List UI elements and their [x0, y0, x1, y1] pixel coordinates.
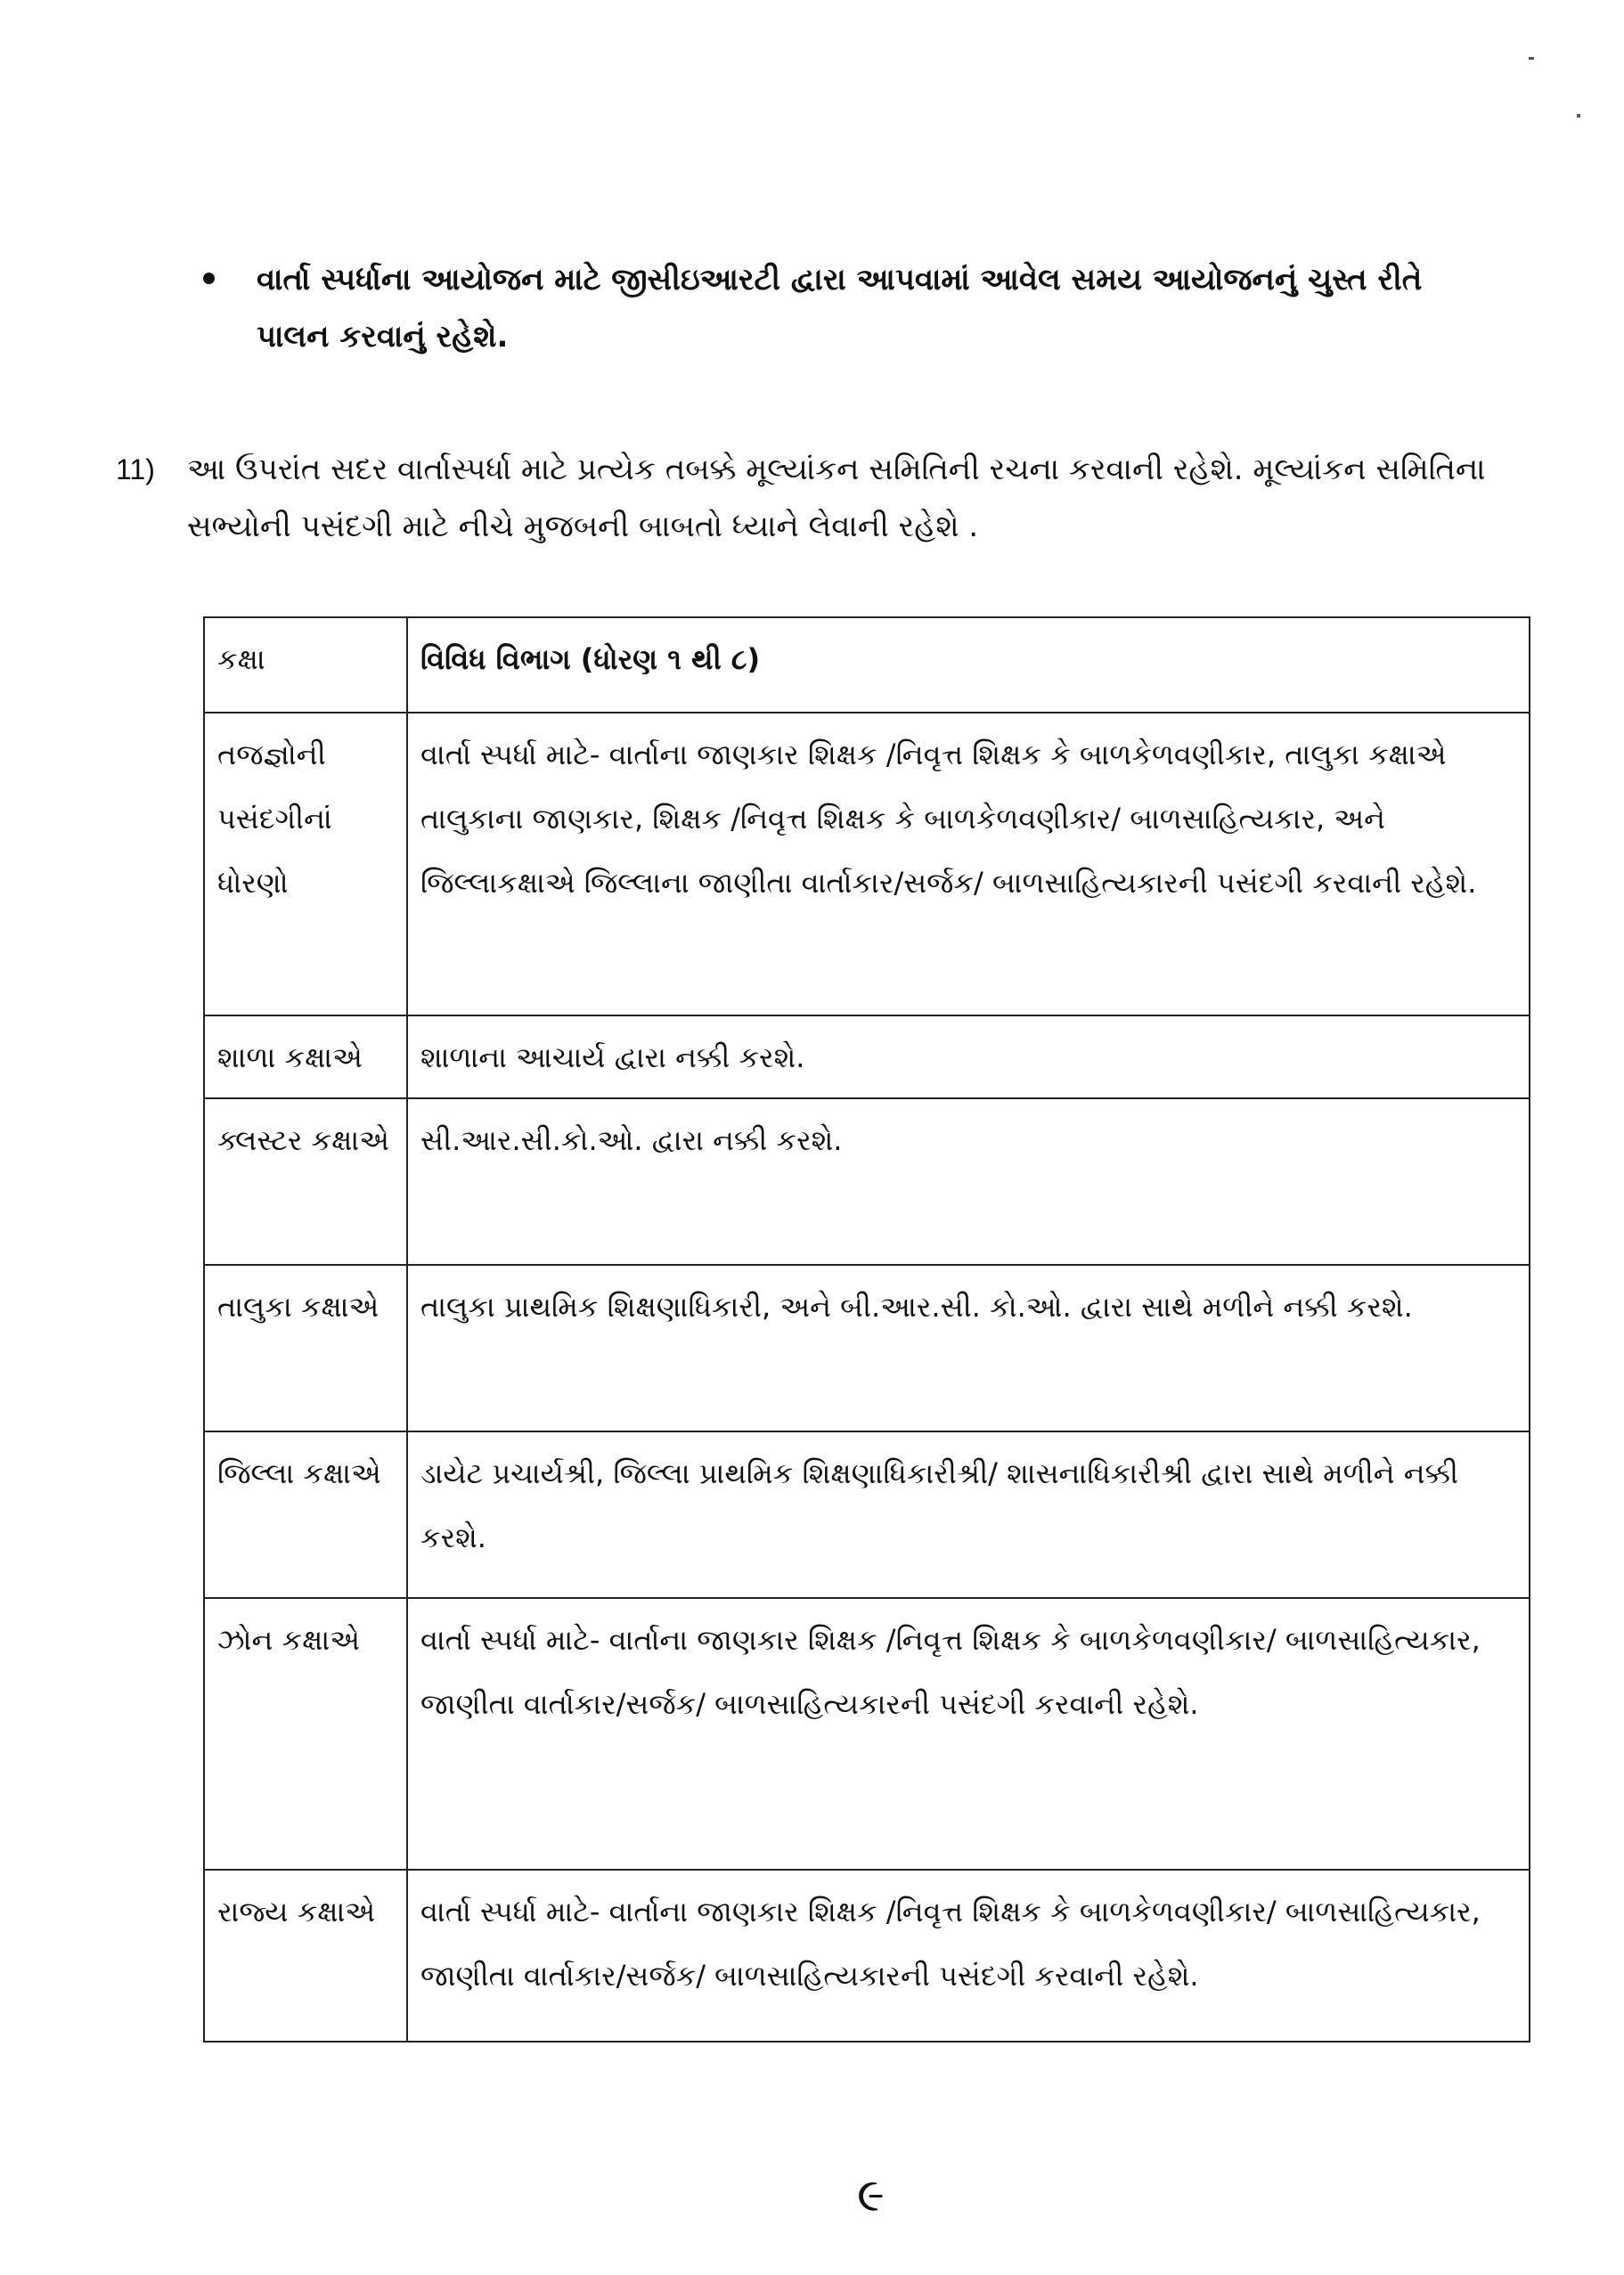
row-detail: સી.આર.સી.કો.ઓ. દ્વારા નક્કી કરશે.	[407, 1098, 1530, 1265]
row-level: તજજ્ઞોની પસંદગીનાં ધોરણો	[204, 713, 407, 1015]
row-detail: ડાયેટ પ્રચાર્યશ્રી, જિલ્લા પ્રાથમિક શિક્ષણાધિકારીશ્રી/ શાસનાધિકારીશ્રી દ્વારા સાથે મળીને નક્કી કરશે.	[407, 1431, 1530, 1598]
header-level: કક્ષા	[204, 617, 407, 713]
committee-criteria-table	[203, 616, 1530, 2043]
table-row	[204, 1265, 1530, 1431]
row-detail: શાળાના આચાર્ય દ્વારા નક્કી કરશે.	[407, 1015, 1530, 1098]
header-section: વિવિધ વિભાગ (ધોરણ ૧ થી ૮)	[407, 617, 1530, 713]
row-level: ઝોન કક્ષાએ	[204, 1598, 407, 1870]
scan-speck	[1577, 114, 1580, 118]
section-number: 11)	[116, 453, 155, 485]
scan-speck	[1529, 57, 1534, 60]
table-row	[204, 1015, 1530, 1098]
table-row	[204, 1098, 1530, 1265]
row-level: ક્લસ્ટર કક્ષાએ	[204, 1098, 407, 1265]
row-detail: વાર્તા સ્પર્ધા માટે- વાર્તાના જાણકાર શિક્ષક /નિવૃત્ત શિક્ષક કે બાળકેળવણીકાર/ બાળસાહિત્યકાર, જાણીતા વાર્તાકાર/સર્જક/ બાળસાહિત્યકારની પસંદગી કરવાની રહેશે.	[407, 1870, 1530, 2042]
row-detail: વાર્તા સ્પર્ધા માટે- વાર્તાના જાણકાર શિક્ષક /નિવૃત્ત શિક્ષક કે બાળકેળવણીકાર/ બાળસાહિત્યકાર, જાણીતા વાર્તાકાર/સર્જક/ બાળસાહિત્યકારની પસંદગી કરવાની રહેશે.	[407, 1598, 1530, 1870]
row-detail: વાર્તા સ્પર્ધા માટે- વાર્તાના જાણકાર શિક્ષક /નિવૃત્ત શિક્ષક કે બાળકેળવણીકાર, તાલુકા કક્ષાએ તાલુકાના જાણકાર, શિક્ષક /નિવૃત્ત શિક્ષક કે બાળકેળવણીકાર/ બાળસાહિત્યકાર, અને જિલ્લાકક્ષાએ જિલ્લાના જાણીતા વાર્તાકાર/સર્જક/ બાળસાહિત્યકારની પસંદગી કરવાની રહેશે.	[407, 713, 1530, 1015]
bullet-point	[203, 251, 1468, 365]
row-detail: તાલુકા પ્રાથમિક શિક્ષણાધિકારી, અને બી.આર.સી. કો.ઓ. દ્વારા સાથે મળીને નક્કી કરશે.	[407, 1265, 1530, 1431]
section-11	[116, 441, 1488, 555]
table-row	[204, 1431, 1530, 1598]
bullet-dot-icon	[203, 273, 215, 284]
table-header-row	[204, 617, 1530, 713]
table-row	[204, 1870, 1530, 2042]
bullet-text: વાર્તા સ્પર્ધાના આયોજન માટે જીસીઇઆરટી દ્વારા આપવામાં આવેલ સમય આયોજનનું ચુસ્ત રીતે પાલન કરવાનું રહેશે.	[257, 262, 1423, 355]
page-number: ૯	[857, 2169, 885, 2222]
row-level: રાજ્ય કક્ષાએ	[204, 1870, 407, 2042]
row-level: તાલુકા કક્ષાએ	[204, 1265, 407, 1431]
row-level: જિલ્લા કક્ષાએ	[204, 1431, 407, 1598]
section-text: આ ઉપરાંત સદર વાર્તાસ્પર્ધા માટે પ્રત્યેક તબક્કે મૂલ્યાંકન સમિતિની રચના કરવાની રહેશે. મૂલ્યાંકન સમિતિના સભ્યોની પસંદગી માટે નીચે મુજબની બાબતો ધ્યાને લેવાની રહેશે .	[187, 452, 1486, 544]
table-row	[204, 1598, 1530, 1870]
row-level: શાળા કક્ષાએ	[204, 1015, 407, 1098]
table-row	[204, 713, 1530, 1015]
